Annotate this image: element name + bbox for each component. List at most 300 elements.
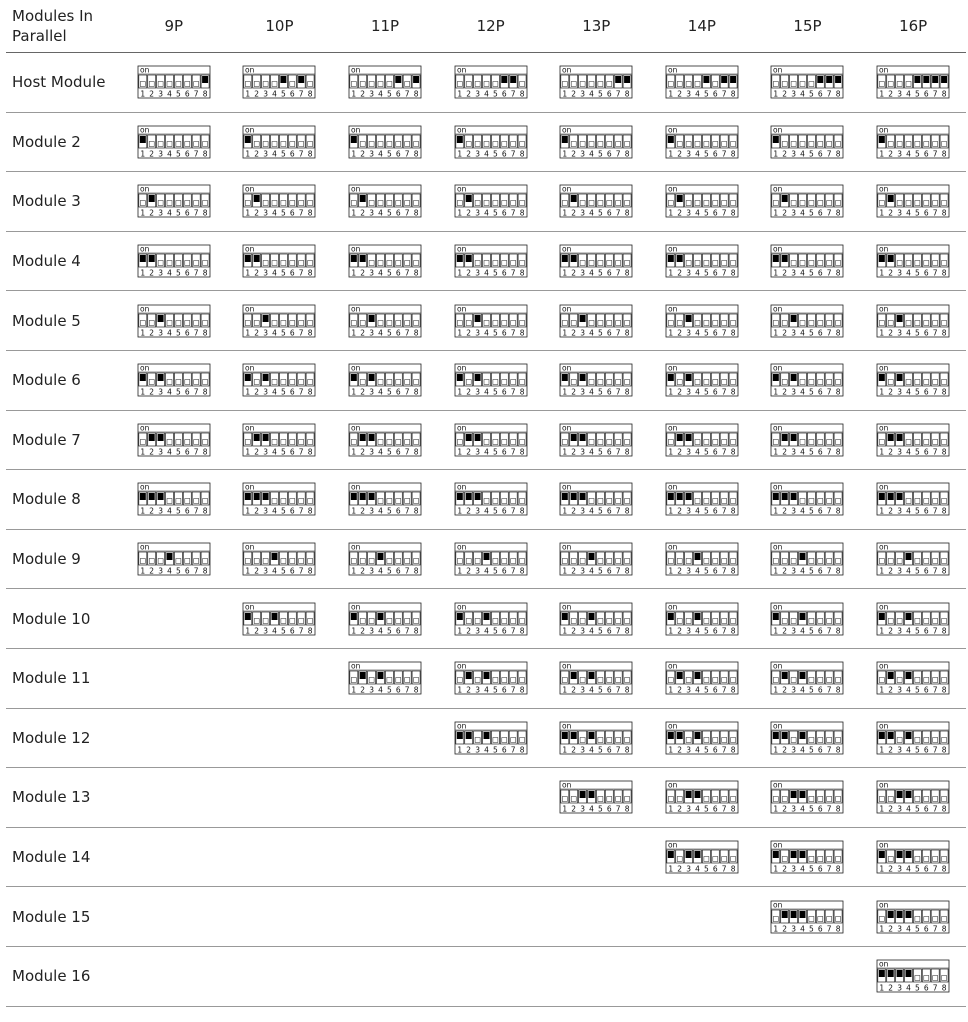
table-cell xyxy=(121,529,227,589)
switch-number-1: 1 xyxy=(773,685,779,695)
dip-switch xyxy=(665,304,739,338)
switch-number-1: 1 xyxy=(140,447,146,457)
switch-number-5: 5 xyxy=(281,208,287,218)
on-label: on xyxy=(139,244,150,254)
switch-number-1: 1 xyxy=(140,566,146,576)
switch-number-3: 3 xyxy=(580,268,586,278)
switch-number-4: 4 xyxy=(378,328,383,338)
dip-switch-graphic xyxy=(876,721,950,755)
switch-number-5: 5 xyxy=(809,745,815,755)
table-row xyxy=(6,827,966,887)
dip-switch-graphic xyxy=(454,244,528,278)
switch-number-1: 1 xyxy=(879,626,885,636)
switch-number-2: 2 xyxy=(782,149,788,159)
dip-switch xyxy=(559,423,633,457)
switch-number-2: 2 xyxy=(571,89,577,99)
on-label: on xyxy=(351,244,361,254)
on-label: on xyxy=(139,65,150,75)
on-label: on xyxy=(667,304,678,314)
switch-number-5: 5 xyxy=(703,149,709,159)
switch-number-4: 4 xyxy=(800,685,806,695)
dip-switch-graphic xyxy=(665,304,739,338)
on-label: on xyxy=(351,304,361,314)
dip-switch-graphic xyxy=(770,602,844,636)
switch-number-5: 5 xyxy=(175,447,181,457)
empty-cell xyxy=(438,946,544,1006)
switch-number-6: 6 xyxy=(184,268,190,278)
switch-number-2: 2 xyxy=(465,447,471,457)
on-label: on xyxy=(773,781,783,791)
table-cell xyxy=(543,470,649,530)
dip-switch-graphic xyxy=(665,840,739,874)
switch-number-6: 6 xyxy=(395,447,401,457)
on-label: on xyxy=(562,125,572,135)
empty-cell xyxy=(543,827,649,887)
switch-number-3: 3 xyxy=(369,208,375,218)
switch-number-3: 3 xyxy=(897,387,903,397)
switch-number-6: 6 xyxy=(818,685,824,695)
switch-number-5: 5 xyxy=(492,626,498,636)
switch-number-1: 1 xyxy=(668,745,674,755)
dip-switch-graphic xyxy=(559,780,633,814)
table-cell xyxy=(755,887,861,947)
table-cell xyxy=(649,172,755,232)
switch-number-3: 3 xyxy=(263,387,269,397)
switch-number-4: 4 xyxy=(800,328,806,338)
switch-number-5: 5 xyxy=(703,328,709,338)
switch-number-4: 4 xyxy=(800,387,806,397)
switch-number-1: 1 xyxy=(562,89,568,99)
switch-number-3: 3 xyxy=(474,626,480,636)
switch-number-7: 7 xyxy=(721,506,727,516)
switch-number-3: 3 xyxy=(791,149,797,159)
switch-number-5: 5 xyxy=(492,387,498,397)
switch-number-8: 8 xyxy=(836,804,841,814)
header-row xyxy=(6,0,966,53)
switch-number-5: 5 xyxy=(387,685,392,695)
switch-number-1: 1 xyxy=(457,447,462,457)
switch-number-3: 3 xyxy=(580,149,586,159)
switch-number-3: 3 xyxy=(158,149,163,159)
switch-number-6: 6 xyxy=(290,268,296,278)
switch-number-7: 7 xyxy=(193,506,199,516)
switch-number-5: 5 xyxy=(492,89,498,99)
dip-switch xyxy=(454,65,528,99)
on-label: on xyxy=(456,423,466,433)
dip-switch xyxy=(770,780,844,814)
switch-number-6: 6 xyxy=(501,685,507,695)
switch-number-5: 5 xyxy=(492,268,498,278)
on-label: on xyxy=(456,363,466,373)
switch-number-8: 8 xyxy=(730,685,736,695)
switch-number-5: 5 xyxy=(281,89,287,99)
switch-number-6: 6 xyxy=(395,328,401,338)
switch-number-2: 2 xyxy=(571,626,577,636)
dip-switch-graphic xyxy=(770,542,844,576)
switch-number-1: 1 xyxy=(879,268,885,278)
on-label: on xyxy=(245,542,255,552)
switch-number-3: 3 xyxy=(369,566,375,576)
switch-number-7: 7 xyxy=(827,626,833,636)
switch-number-2: 2 xyxy=(677,804,682,814)
dip-switch-graphic xyxy=(242,423,316,457)
table-cell xyxy=(543,589,649,649)
on-label: on xyxy=(456,244,466,254)
dip-switch-graphic xyxy=(876,900,950,934)
switch-number-2: 2 xyxy=(254,328,260,338)
switch-number-2: 2 xyxy=(888,745,894,755)
switch-number-2: 2 xyxy=(465,149,471,159)
table-cell xyxy=(227,112,333,172)
switch-number-1: 1 xyxy=(879,566,885,576)
switch-number-2: 2 xyxy=(465,506,471,516)
switch-number-1: 1 xyxy=(668,626,674,636)
switch-number-1: 1 xyxy=(457,149,462,159)
switch-number-6: 6 xyxy=(184,149,190,159)
switch-number-4: 4 xyxy=(800,506,806,516)
switch-number-7: 7 xyxy=(510,387,516,397)
switch-number-2: 2 xyxy=(782,804,788,814)
switch-number-4: 4 xyxy=(166,208,172,218)
switch-number-7: 7 xyxy=(616,328,621,338)
dip-switch xyxy=(665,244,739,278)
switch-number-2: 2 xyxy=(465,387,471,397)
switch-number-3: 3 xyxy=(369,626,375,636)
switch-number-2: 2 xyxy=(149,208,154,218)
on-label: on xyxy=(351,65,361,75)
switch-number-4: 4 xyxy=(166,566,172,576)
switch-number-8: 8 xyxy=(202,149,208,159)
dip-switch xyxy=(454,721,528,755)
dip-switch xyxy=(559,65,633,99)
switch-number-6: 6 xyxy=(607,626,612,636)
dip-switch-graphic xyxy=(348,661,422,695)
on-label: on xyxy=(667,244,678,254)
dip-switch-graphic xyxy=(454,184,528,218)
switch-number-6: 6 xyxy=(924,387,929,397)
on-label: on xyxy=(667,363,678,373)
switch-number-6: 6 xyxy=(818,89,824,99)
switch-number-8: 8 xyxy=(941,328,947,338)
switch-number-5: 5 xyxy=(915,208,920,218)
switch-number-7: 7 xyxy=(827,506,833,516)
switch-number-2: 2 xyxy=(888,447,894,457)
switch-number-2: 2 xyxy=(677,387,682,397)
table-cell xyxy=(649,529,755,589)
switch-number-4: 4 xyxy=(483,566,489,576)
switch-number-5: 5 xyxy=(598,506,604,516)
switch-number-1: 1 xyxy=(773,208,779,218)
switch-number-3: 3 xyxy=(897,745,903,755)
switch-number-8: 8 xyxy=(413,387,419,397)
switch-number-5: 5 xyxy=(809,626,815,636)
table-row xyxy=(6,53,966,113)
switch-number-1: 1 xyxy=(773,804,779,814)
table-cell xyxy=(332,648,438,708)
switch-number-7: 7 xyxy=(510,626,516,636)
dip-switch xyxy=(665,721,739,755)
dip-switch-graphic xyxy=(770,721,844,755)
on-label: on xyxy=(667,840,678,850)
switch-number-7: 7 xyxy=(193,268,199,278)
switch-number-4: 4 xyxy=(589,506,595,516)
switch-number-8: 8 xyxy=(941,447,947,457)
switch-number-7: 7 xyxy=(616,685,621,695)
switch-number-7: 7 xyxy=(932,924,938,934)
dip-switch-graphic xyxy=(348,482,422,516)
switch-number-6: 6 xyxy=(290,208,296,218)
switch-number-4: 4 xyxy=(589,328,595,338)
row-label: Module 6 xyxy=(6,350,121,410)
on-label: on xyxy=(562,185,572,195)
on-label: on xyxy=(562,363,572,373)
switch-number-5: 5 xyxy=(598,89,604,99)
switch-number-5: 5 xyxy=(598,208,604,218)
column-header-9p: 9P xyxy=(121,0,227,53)
on-label: on xyxy=(879,483,889,493)
switch-number-8: 8 xyxy=(519,566,525,576)
dip-switch xyxy=(876,184,950,218)
switch-number-8: 8 xyxy=(730,506,736,516)
switch-number-8: 8 xyxy=(941,208,947,218)
switch-number-1: 1 xyxy=(351,387,357,397)
switch-number-3: 3 xyxy=(158,89,163,99)
switch-number-5: 5 xyxy=(809,506,815,516)
switch-number-6: 6 xyxy=(290,149,296,159)
switch-number-1: 1 xyxy=(562,208,568,218)
switch-number-2: 2 xyxy=(465,685,471,695)
dip-switch xyxy=(559,780,633,814)
table-cell xyxy=(860,470,966,530)
on-label: on xyxy=(667,542,678,552)
table-cell xyxy=(227,291,333,351)
empty-cell xyxy=(438,887,544,947)
switch-number-6: 6 xyxy=(818,626,824,636)
switch-number-7: 7 xyxy=(193,89,199,99)
switch-number-4: 4 xyxy=(906,447,912,457)
switch-number-8: 8 xyxy=(836,149,841,159)
switch-number-6: 6 xyxy=(501,566,507,576)
switch-number-6: 6 xyxy=(290,506,296,516)
dip-switch-graphic xyxy=(137,304,211,338)
switch-number-5: 5 xyxy=(703,745,709,755)
switch-number-8: 8 xyxy=(308,447,313,457)
dip-switch-graphic xyxy=(770,65,844,99)
dip-switch-graphic xyxy=(770,304,844,338)
dip-switch xyxy=(559,542,633,576)
switch-number-5: 5 xyxy=(492,328,498,338)
switch-number-7: 7 xyxy=(510,447,516,457)
switch-number-5: 5 xyxy=(598,745,604,755)
switch-number-1: 1 xyxy=(351,626,357,636)
switch-number-3: 3 xyxy=(686,268,691,278)
table-cell xyxy=(860,291,966,351)
switch-number-6: 6 xyxy=(924,89,929,99)
switch-number-6: 6 xyxy=(607,506,612,516)
on-label: on xyxy=(139,125,150,135)
switch-number-7: 7 xyxy=(721,268,727,278)
switch-number-1: 1 xyxy=(245,626,251,636)
on-label: on xyxy=(351,363,361,373)
switch-number-2: 2 xyxy=(677,626,682,636)
dip-switch-graphic xyxy=(454,304,528,338)
switch-number-6: 6 xyxy=(607,149,612,159)
on-label: on xyxy=(667,721,678,731)
switch-number-6: 6 xyxy=(924,685,929,695)
switch-number-7: 7 xyxy=(616,506,621,516)
on-label: on xyxy=(456,304,466,314)
switch-number-2: 2 xyxy=(782,89,788,99)
on-label: on xyxy=(139,363,150,373)
switch-number-4: 4 xyxy=(272,626,278,636)
dip-switch xyxy=(348,482,422,516)
dip-switch xyxy=(348,125,422,159)
on-label: on xyxy=(879,781,889,791)
table-cell xyxy=(332,470,438,530)
switch-number-3: 3 xyxy=(897,864,903,874)
corner-header-line-1: Modules In xyxy=(12,7,94,25)
on-label: on xyxy=(456,721,466,731)
switch-number-8: 8 xyxy=(202,506,208,516)
dip-switch-graphic xyxy=(454,482,528,516)
table-cell xyxy=(227,231,333,291)
table-cell xyxy=(860,112,966,172)
switch-number-4: 4 xyxy=(694,387,700,397)
switch-number-2: 2 xyxy=(888,208,894,218)
switch-number-3: 3 xyxy=(897,208,903,218)
switch-number-3: 3 xyxy=(791,268,797,278)
switch-number-8: 8 xyxy=(730,566,736,576)
switch-number-8: 8 xyxy=(519,328,525,338)
empty-cell xyxy=(121,648,227,708)
dip-switch-graphic xyxy=(348,363,422,397)
dip-switch xyxy=(348,542,422,576)
switch-number-1: 1 xyxy=(245,149,251,159)
on-label: on xyxy=(351,125,361,135)
switch-number-7: 7 xyxy=(299,149,305,159)
switch-number-1: 1 xyxy=(879,506,885,516)
switch-number-5: 5 xyxy=(492,566,498,576)
on-label: on xyxy=(879,423,889,433)
dip-switch xyxy=(876,304,950,338)
switch-number-3: 3 xyxy=(686,685,691,695)
switch-number-4: 4 xyxy=(483,89,489,99)
switch-number-1: 1 xyxy=(668,149,674,159)
switch-number-6: 6 xyxy=(290,387,296,397)
switch-number-2: 2 xyxy=(360,328,366,338)
switch-number-7: 7 xyxy=(510,149,516,159)
switch-number-6: 6 xyxy=(607,328,612,338)
switch-number-4: 4 xyxy=(906,149,912,159)
dip-switch-graphic xyxy=(770,363,844,397)
switch-number-6: 6 xyxy=(501,745,507,755)
switch-number-5: 5 xyxy=(492,745,498,755)
switch-number-3: 3 xyxy=(158,566,163,576)
switch-number-7: 7 xyxy=(827,745,833,755)
switch-number-3: 3 xyxy=(369,268,375,278)
table-row xyxy=(6,231,966,291)
switch-number-7: 7 xyxy=(827,89,833,99)
switch-number-4: 4 xyxy=(166,328,172,338)
on-label: on xyxy=(245,483,255,493)
switch-number-1: 1 xyxy=(245,268,251,278)
table-cell xyxy=(121,410,227,470)
switch-number-5: 5 xyxy=(598,268,604,278)
switch-number-2: 2 xyxy=(360,685,366,695)
dip-switch xyxy=(876,125,950,159)
switch-number-4: 4 xyxy=(166,149,172,159)
switch-number-7: 7 xyxy=(932,864,938,874)
dip-switch-graphic xyxy=(770,423,844,457)
switch-number-8: 8 xyxy=(730,268,736,278)
table-row xyxy=(6,410,966,470)
dip-switch xyxy=(137,184,211,218)
on-label: on xyxy=(351,483,361,493)
table-cell xyxy=(543,53,649,113)
switch-number-5: 5 xyxy=(598,804,604,814)
switch-number-6: 6 xyxy=(607,566,612,576)
dip-switch xyxy=(876,363,950,397)
switch-number-1: 1 xyxy=(773,626,779,636)
switch-number-3: 3 xyxy=(580,506,586,516)
switch-number-8: 8 xyxy=(730,149,736,159)
switch-number-1: 1 xyxy=(351,208,357,218)
switch-number-4: 4 xyxy=(800,447,806,457)
switch-number-2: 2 xyxy=(571,268,577,278)
dip-switch-graphic xyxy=(876,661,950,695)
switch-number-1: 1 xyxy=(562,447,568,457)
table-cell xyxy=(332,112,438,172)
dip-switch-graphic xyxy=(770,840,844,874)
switch-number-8: 8 xyxy=(308,268,313,278)
switch-number-3: 3 xyxy=(474,387,480,397)
dip-switch-graphic xyxy=(876,304,950,338)
switch-number-1: 1 xyxy=(668,387,674,397)
switch-number-1: 1 xyxy=(668,804,674,814)
switch-number-6: 6 xyxy=(818,447,824,457)
table-cell xyxy=(121,470,227,530)
switch-number-7: 7 xyxy=(721,864,727,874)
switch-number-5: 5 xyxy=(598,328,604,338)
dip-switch xyxy=(454,482,528,516)
switch-number-5: 5 xyxy=(915,626,920,636)
switch-number-6: 6 xyxy=(818,864,824,874)
switch-number-3: 3 xyxy=(158,447,163,457)
dip-switch xyxy=(559,482,633,516)
switch-number-2: 2 xyxy=(782,864,788,874)
switch-number-5: 5 xyxy=(915,89,920,99)
switch-number-4: 4 xyxy=(166,506,172,516)
table-row xyxy=(6,350,966,410)
empty-cell xyxy=(332,827,438,887)
switch-number-1: 1 xyxy=(245,506,251,516)
switch-number-3: 3 xyxy=(686,745,691,755)
dip-switch xyxy=(876,661,950,695)
table-cell xyxy=(543,410,649,470)
table-cell xyxy=(121,350,227,410)
switch-number-3: 3 xyxy=(474,685,480,695)
switch-number-6: 6 xyxy=(184,506,190,516)
dip-switch-graphic xyxy=(876,184,950,218)
switch-number-5: 5 xyxy=(175,328,181,338)
switch-number-6: 6 xyxy=(501,268,507,278)
dip-switch-graphic xyxy=(876,363,950,397)
switch-number-1: 1 xyxy=(140,328,146,338)
switch-number-6: 6 xyxy=(712,864,718,874)
switch-number-3: 3 xyxy=(686,149,691,159)
switch-number-8: 8 xyxy=(941,685,947,695)
table-cell xyxy=(121,231,227,291)
